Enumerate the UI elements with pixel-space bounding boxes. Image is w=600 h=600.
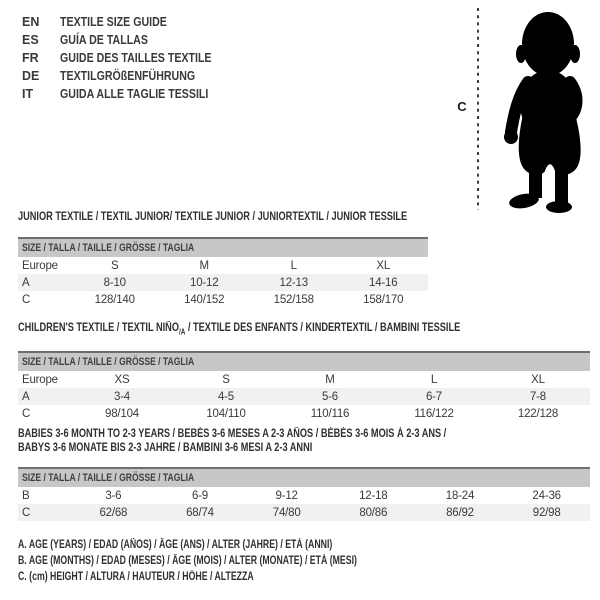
babies-size-table (18, 467, 590, 521)
language-title: GUIDA ALLE TAGLIE TESSILI (60, 87, 209, 101)
language-row-de (22, 67, 238, 85)
table-row-europe (18, 257, 428, 274)
table-cell: 74/80 (243, 504, 330, 521)
table-cell: 98/104 (105, 407, 139, 420)
language-code: IT (22, 87, 34, 101)
table-cell: 5-6 (278, 388, 382, 405)
size-header-row (18, 468, 590, 487)
toddler-silhouette-icon (450, 4, 598, 214)
table-cell: L (290, 259, 297, 272)
legend-line-c: C. (cm) HEIGHT / ALTURA / HAUTEUR / HÖHE / ALTEZZA (18, 571, 254, 583)
table-cell: 7-8 (486, 388, 590, 405)
language-code: FR (22, 51, 39, 65)
table-cell: 12-18 (359, 489, 388, 502)
table-cell: 24-36 (532, 489, 561, 502)
measure-legend (18, 537, 464, 585)
row-label: C (18, 504, 70, 521)
language-title: TEXTILGRÖßENFÜHRUNG (60, 69, 196, 83)
size-header-row (18, 352, 590, 371)
table-cell: 10-12 (160, 274, 250, 291)
table-cell: M (325, 373, 335, 386)
table-cell: 68/74 (157, 504, 244, 521)
table-cell: XS (114, 373, 130, 386)
table-cell: 4-5 (174, 388, 278, 405)
junior-table-section (18, 210, 428, 308)
table-row-height (18, 291, 428, 308)
row-label: Europe (22, 259, 58, 272)
height-measure-figure (450, 4, 598, 214)
table-cell: 158/170 (363, 293, 404, 306)
table-cell: 14-16 (339, 274, 429, 291)
row-label: B (22, 489, 30, 502)
row-label: C (22, 407, 31, 420)
language-code: ES (22, 33, 39, 47)
language-title-list (22, 13, 238, 103)
table-cell: 6-9 (191, 489, 208, 502)
table-row-height (18, 504, 590, 521)
table-cell: 86/92 (417, 504, 504, 521)
table-cell: M (199, 259, 209, 272)
size-header-bar: SIZE / TALLA / TAILLE / GRÖSSE / TAGLIA (18, 468, 590, 487)
table-cell: XL (376, 259, 391, 272)
table-row-europe (18, 371, 590, 388)
language-row-it (22, 85, 238, 103)
children-table-title: CHILDREN'S TEXTILE / TEXTIL $NIÑO_{/A}$ / TEXTILE DES ENFANTS / KINDERTEXTIL / BAMBINI TESSILE (18, 322, 461, 337)
table-cell: S (222, 373, 230, 386)
row-label: A (18, 388, 70, 405)
height-measure-label: C (457, 99, 467, 114)
language-title: GUIDE DES TAILLES TEXTILE (60, 51, 212, 65)
table-cell: 3-4 (70, 388, 174, 405)
size-header-bar: SIZE / TALLA / TAILLE / GRÖSSE / TAGLIA (18, 238, 428, 257)
row-label: Europe (22, 373, 58, 386)
table-row-age (18, 388, 590, 405)
language-code: DE (22, 69, 40, 83)
table-cell: 104/110 (206, 407, 246, 420)
table-cell: 116/122 (414, 407, 454, 420)
table-cell: 110/116 (310, 407, 350, 420)
table-row-age (18, 274, 428, 291)
language-row-es (22, 31, 238, 49)
table-cell: 12-13 (249, 274, 339, 291)
junior-size-table (18, 237, 428, 308)
table-row-age-months (18, 487, 590, 504)
table-cell: 122/128 (517, 407, 559, 420)
table-cell: 6-7 (382, 388, 486, 405)
language-code: EN (22, 15, 40, 29)
table-cell: L (430, 373, 438, 386)
legend-line-b: B. AGE (MONTHS) / EDAD (MESES) / ÂGE (MOIS) / ALTER (MONATE) / ETÀ (MESI) (18, 555, 357, 567)
legend-line-a: A. AGE (YEARS) / EDAD (AÑOS) / ÂGE (ANS) / ALTER (JAHRE) / ETÀ (ANNI) (18, 539, 333, 551)
language-title: TEXTILE SIZE GUIDE (60, 15, 167, 29)
babies-table-section (18, 427, 590, 521)
language-row-en (22, 13, 238, 31)
size-header-bar: SIZE / TALLA / TAILLE / GRÖSSE / TAGLIA (18, 352, 590, 371)
table-cell: 9-12 (275, 489, 298, 502)
children-table-section (18, 321, 590, 422)
size-header-row (18, 238, 428, 257)
table-cell: 62/68 (70, 504, 157, 521)
table-cell: 128/140 (94, 293, 135, 306)
table-cell: 8-10 (70, 274, 160, 291)
toddler-silhouette (504, 12, 581, 213)
table-cell: 152/158 (273, 293, 314, 306)
row-label: C (22, 293, 31, 306)
language-title: GUÍA DE TALLAS (60, 33, 148, 47)
table-cell: 18-24 (445, 489, 475, 502)
table-row-height (18, 405, 590, 422)
table-cell: 80/86 (330, 504, 417, 521)
table-cell: 92/98 (503, 504, 590, 521)
table-cell: 3-6 (105, 489, 122, 502)
language-row-fr (22, 49, 238, 67)
babies-table-title: BABIES 3-6 MONTH TO 2-3 YEARS / BEBÉS 3-6 MESES A 2-3 AÑOS / BÉBÉS 3-6 MOIS À 2-3 ANS / BABYS 3-6 MONATE BIS 2-3 JAHRE / BAMBINI 3-6 MESI A 2-3 ANNI (18, 428, 447, 454)
row-label: A (18, 274, 70, 291)
junior-table-title: JUNIOR TEXTILE / TEXTIL JUNIOR/ TEXTILE JUNIOR / JUNIORTEXTIL / JUNIOR TESSILE (18, 211, 408, 223)
table-cell: 140/152 (184, 293, 225, 306)
table-cell: S (111, 259, 119, 272)
table-cell: XL (531, 373, 545, 386)
children-size-table (18, 351, 590, 422)
